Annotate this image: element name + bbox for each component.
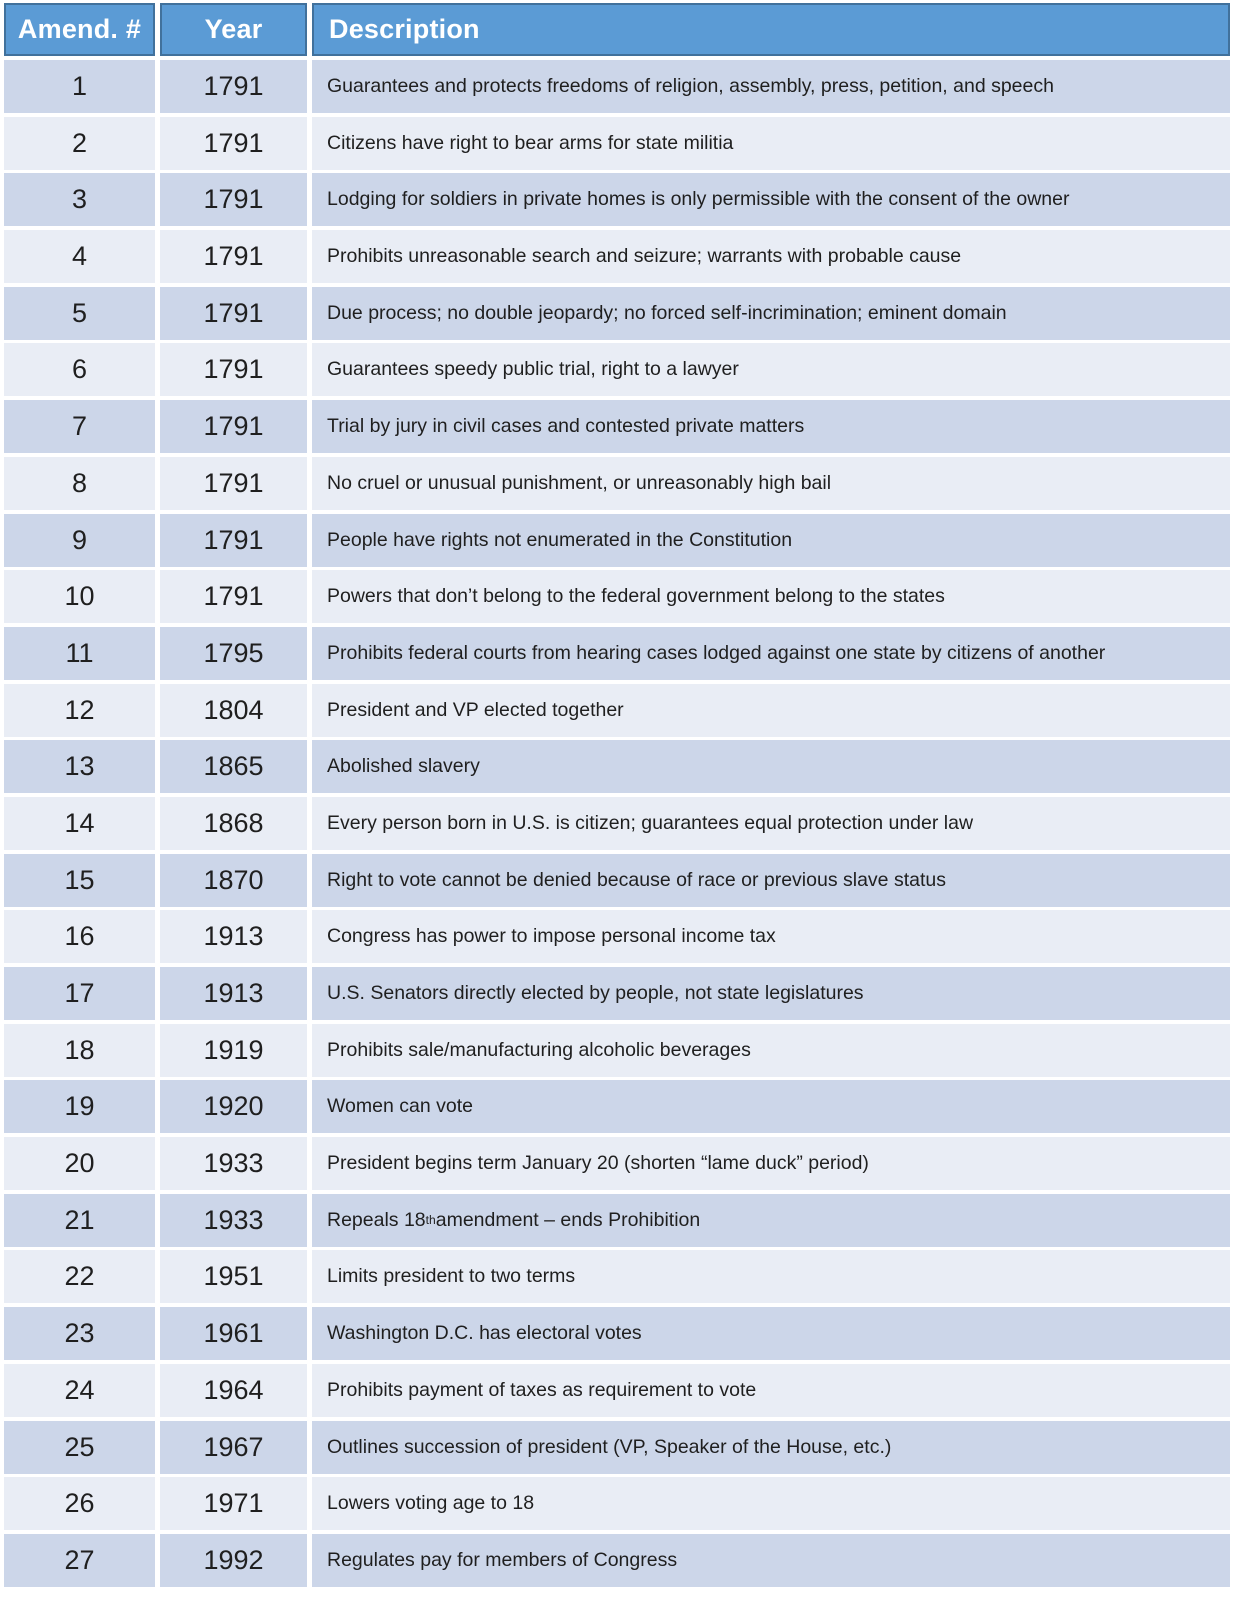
year-cell: 1791: [160, 117, 307, 170]
amendment-number-cell: 3: [4, 173, 155, 226]
description-cell: Women can vote: [312, 1080, 1230, 1133]
year-cell: 1804: [160, 684, 307, 737]
description-cell: Limits president to two terms: [312, 1250, 1230, 1303]
amendment-number-cell: 24: [4, 1364, 155, 1417]
amendment-number-cell: 1: [4, 60, 155, 113]
description-cell: Prohibits payment of taxes as requirement to vote: [312, 1364, 1230, 1417]
amendments-table: [4, 3, 1230, 1587]
amendment-number-cell: 13: [4, 740, 155, 793]
description-cell: Lodging for soldiers in private homes is only permissible with the consent of the owner: [312, 173, 1230, 226]
amendment-number-cell: 22: [4, 1250, 155, 1303]
year-cell: 1791: [160, 514, 307, 567]
amendment-number-cell: 14: [4, 797, 155, 850]
year-cell: 1913: [160, 910, 307, 963]
amendment-number-cell: 6: [4, 343, 155, 396]
year-cell: 1933: [160, 1194, 307, 1247]
description-cell: Abolished slavery: [312, 740, 1230, 793]
amendment-number-cell: 16: [4, 910, 155, 963]
amendment-number-cell: 17: [4, 967, 155, 1020]
year-cell: 1870: [160, 854, 307, 907]
amendment-number-cell: 23: [4, 1307, 155, 1360]
description-cell: Washington D.C. has electoral votes: [312, 1307, 1230, 1360]
year-cell: 1791: [160, 60, 307, 113]
description-cell: Powers that don’t belong to the federal government belong to the states: [312, 570, 1230, 623]
year-cell: 1920: [160, 1080, 307, 1133]
description-cell: Prohibits sale/manufacturing alcoholic beverages: [312, 1024, 1230, 1077]
description-cell: Trial by jury in civil cases and contested private matters: [312, 400, 1230, 453]
header-cell-amend-number: Amend. #: [4, 3, 155, 56]
year-cell: 1964: [160, 1364, 307, 1417]
description-cell: U.S. Senators directly elected by people, not state legislatures: [312, 967, 1230, 1020]
year-cell: 1865: [160, 740, 307, 793]
description-cell: Guarantees and protects freedoms of religion, assembly, press, petition, and speech: [312, 60, 1230, 113]
header-cell-year: Year: [160, 3, 307, 56]
amendment-number-cell: 8: [4, 457, 155, 510]
amendment-number-cell: 5: [4, 287, 155, 340]
amendment-number-cell: 26: [4, 1477, 155, 1530]
description-cell: No cruel or unusual punishment, or unreasonably high bail: [312, 457, 1230, 510]
year-cell: 1791: [160, 570, 307, 623]
table-header-row: [4, 3, 1230, 56]
year-cell: 1913: [160, 967, 307, 1020]
year-cell: 1791: [160, 400, 307, 453]
amendment-number-cell: 11: [4, 627, 155, 680]
description-cell: Prohibits unreasonable search and seizure; warrants with probable cause: [312, 230, 1230, 283]
description-cell: Repeals 18 th amendment – ends Prohibition: [312, 1194, 1230, 1247]
year-cell: 1971: [160, 1477, 307, 1530]
amendment-number-cell: 25: [4, 1421, 155, 1474]
description-cell: President begins term January 20 (shorten “lame duck” period): [312, 1137, 1230, 1190]
description-cell: Prohibits federal courts from hearing cases lodged against one state by citizens of another: [312, 627, 1230, 680]
amendment-number-cell: 18: [4, 1024, 155, 1077]
amendment-number-cell: 7: [4, 400, 155, 453]
amendment-number-cell: 20: [4, 1137, 155, 1190]
table-body: [4, 60, 1230, 1587]
description-cell: Guarantees speedy public trial, right to a lawyer: [312, 343, 1230, 396]
description-cell: Every person born in U.S. is citizen; guarantees equal protection under law: [312, 797, 1230, 850]
description-cell: Regulates pay for members of Congress: [312, 1534, 1230, 1587]
amendment-number-cell: 12: [4, 684, 155, 737]
amendment-number-cell: 15: [4, 854, 155, 907]
year-cell: 1951: [160, 1250, 307, 1303]
year-cell: 1992: [160, 1534, 307, 1587]
amendment-number-cell: 27: [4, 1534, 155, 1587]
description-cell: Congress has power to impose personal income tax: [312, 910, 1230, 963]
description-cell: People have rights not enumerated in the Constitution: [312, 514, 1230, 567]
amendment-number-cell: 19: [4, 1080, 155, 1133]
year-cell: 1791: [160, 173, 307, 226]
description-cell: Lowers voting age to 18: [312, 1477, 1230, 1530]
amendment-number-cell: 4: [4, 230, 155, 283]
amendment-number-cell: 10: [4, 570, 155, 623]
amendment-number-cell: 21: [4, 1194, 155, 1247]
year-cell: 1868: [160, 797, 307, 850]
year-cell: 1791: [160, 343, 307, 396]
description-cell: Right to vote cannot be denied because of race or previous slave status: [312, 854, 1230, 907]
amendment-number-cell: 9: [4, 514, 155, 567]
year-cell: 1961: [160, 1307, 307, 1360]
year-cell: 1791: [160, 230, 307, 283]
description-cell: Due process; no double jeopardy; no forced self-incrimination; eminent domain: [312, 287, 1230, 340]
description-cell: Citizens have right to bear arms for state militia: [312, 117, 1230, 170]
description-cell: President and VP elected together: [312, 684, 1230, 737]
year-cell: 1795: [160, 627, 307, 680]
header-cell-description: Description: [312, 3, 1230, 56]
year-cell: 1967: [160, 1421, 307, 1474]
year-cell: 1919: [160, 1024, 307, 1077]
amendment-number-cell: 2: [4, 117, 155, 170]
year-cell: 1933: [160, 1137, 307, 1190]
year-cell: 1791: [160, 457, 307, 510]
year-cell: 1791: [160, 287, 307, 340]
description-cell: Outlines succession of president (VP, Speaker of the House, etc.): [312, 1421, 1230, 1474]
